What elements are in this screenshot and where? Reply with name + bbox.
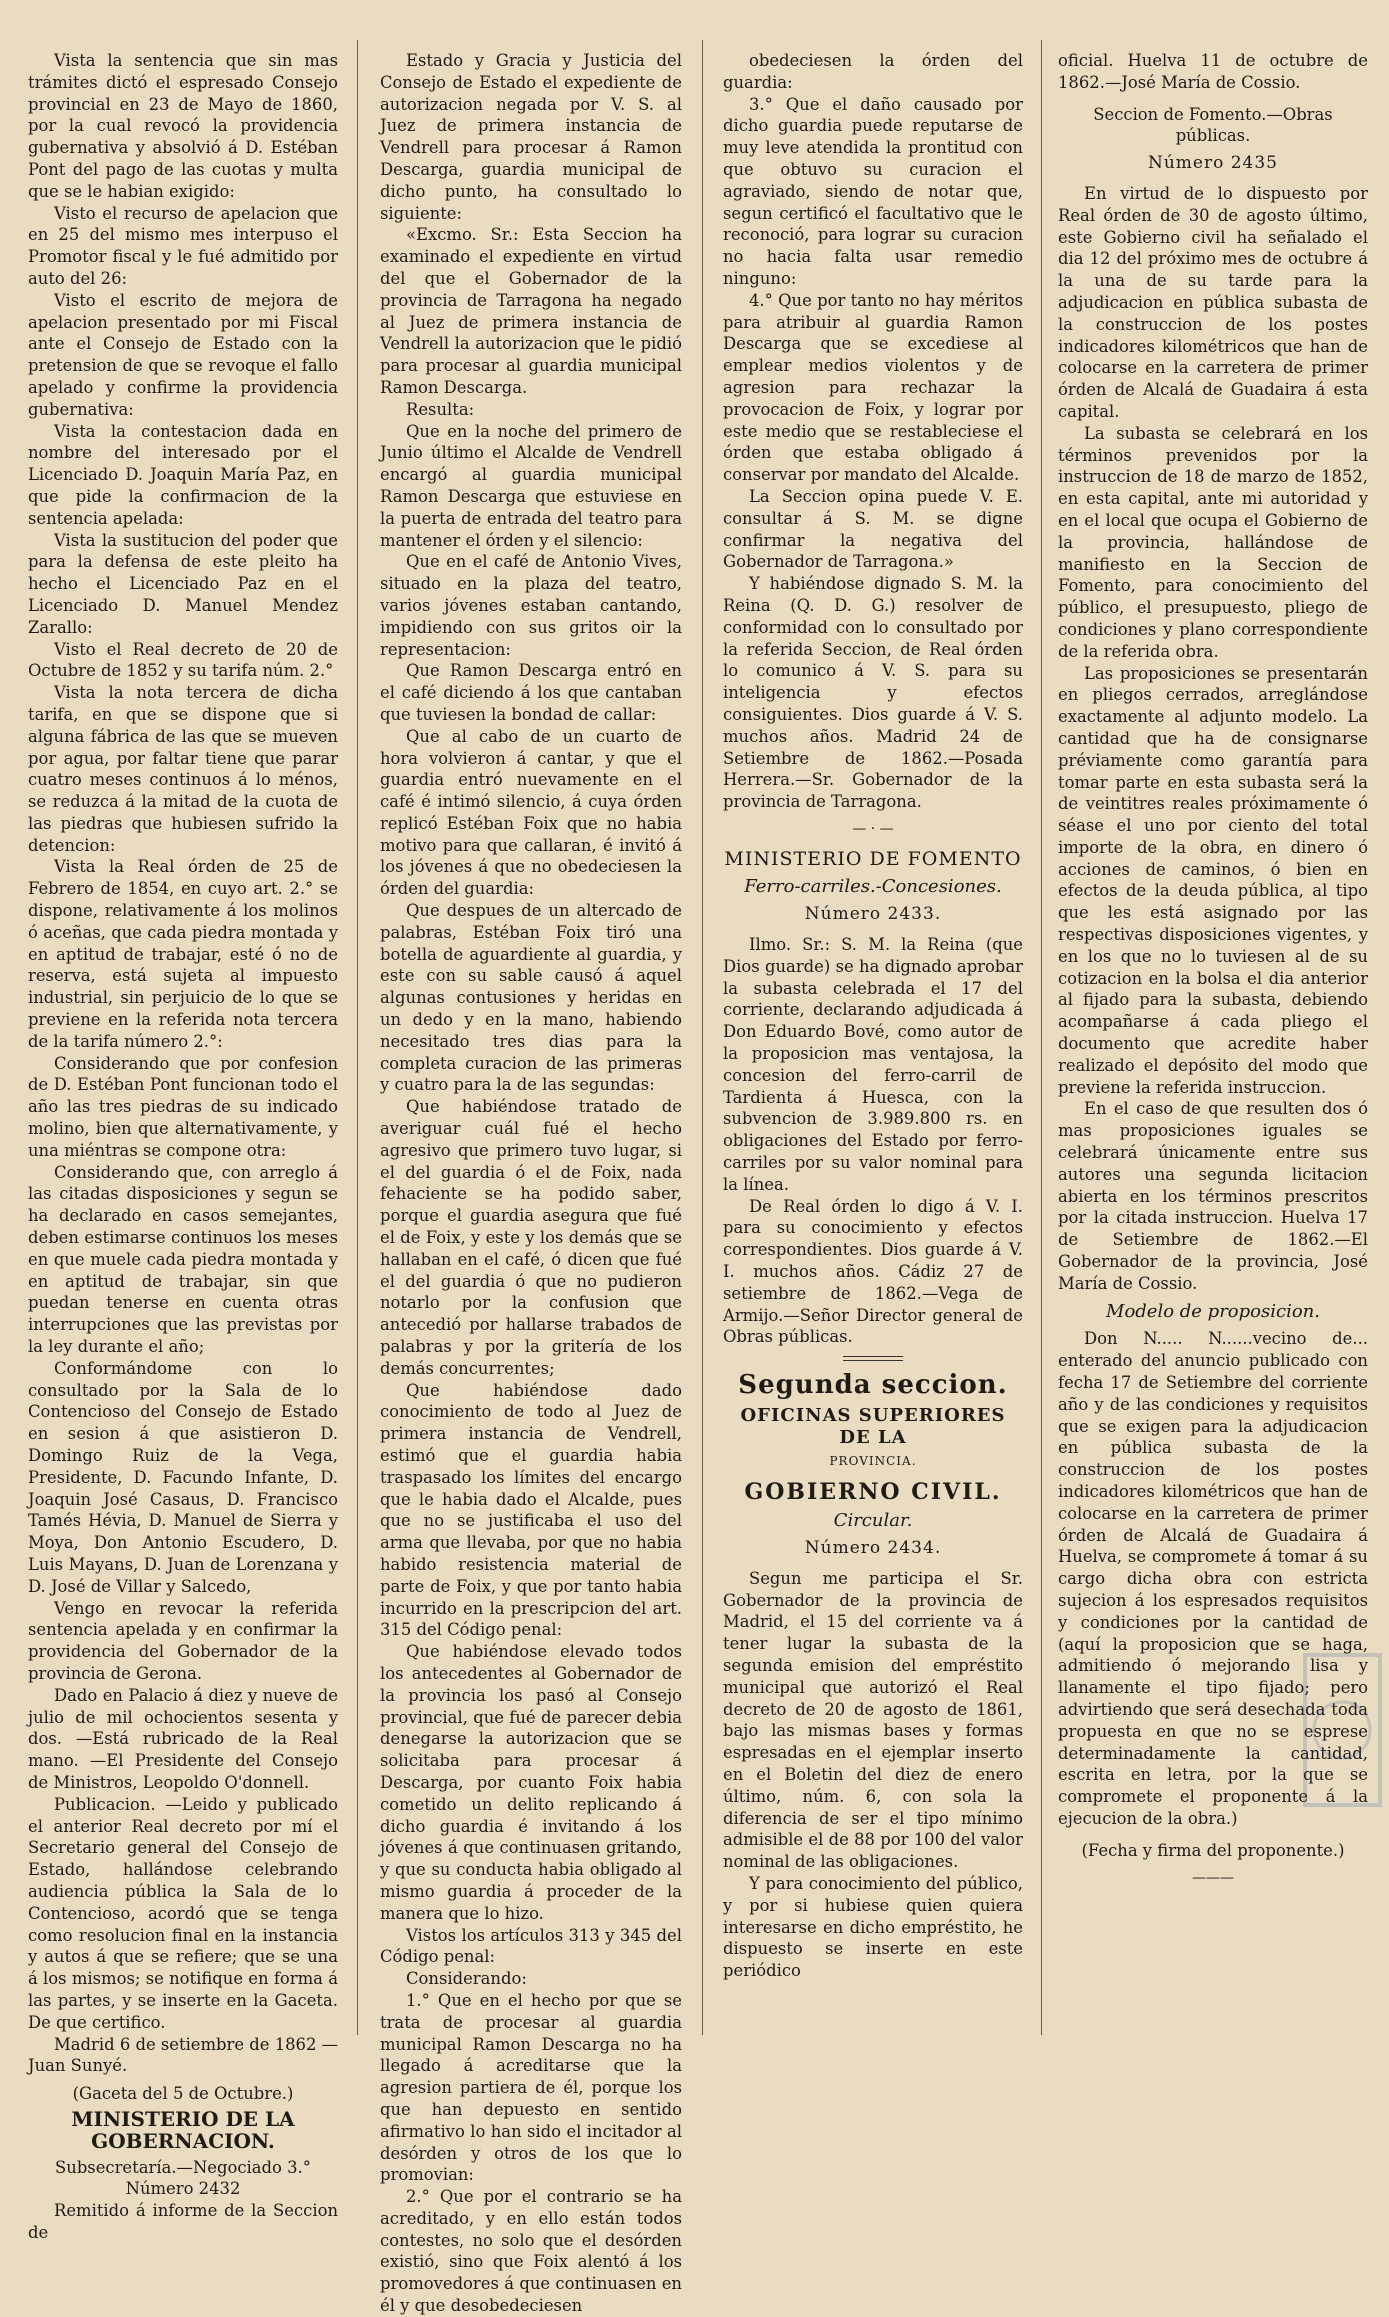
paragraph: Vista la Real órden de 25 de Febrero de 1854, en cuyo art. 2.° se dispone, relativamente á los molinos ó aceñas, que cada piedra montada y en aptitud de trabajar, esté ó no de reserva, está sujeta al impuesto industrial, sin perjuicio de lo que se previene en la referida nota tercera de la tarifa número 2.°: <box>28 857 338 1051</box>
ferro-carriles-heading: Ferro-carriles.-Concesiones. <box>744 876 1002 898</box>
paragraph: Visto el escrito de mejora de apelacion presentado por mi Fiscal ante el Consejo de Estado con la pretension de que se revoque el fallo apelado y confirme la providencia gubernativa: <box>28 290 338 419</box>
paragraph: En virtud de lo dispuesto por Real órden de 30 de agosto último, este Gobierno civil ha señalado el dia 12 del próximo mes de octubre á la una de su tarde para la adjudicacion en pública subasta de la construccion de los postes indicadores kilométricos que han de colocarse en la carretera de primer órden de Alcalá de Guadaira á esta capital. <box>1058 183 1368 421</box>
gaceta-note: (Gaceta del 5 de Octubre.) <box>72 2084 294 2104</box>
column-2-paragraphs <box>380 50 682 2317</box>
paragraph: Madrid 6 de setiembre de 1862 — Juan Sunyé. <box>28 2034 339 2076</box>
paragraph: Segun me participa el Sr. Gobernador de la provincia de Madrid, el 15 del corriente va á tener lugar la subasta de la segunda emision del empréstito municipal que autorizó el Real decreto de 20 de agosto de 1861, bajo las mismas bases y formas espresadas en el ejemplar inserto en el Boletin del diez de enero último, núm. 6, con sola la diferencia de ser el tipo mínimo admisible el de 88 por 100 del valor nominal de las obligaciones. <box>723 1568 1023 1872</box>
circular-paragraphs <box>723 1568 1023 1982</box>
paragraph: Dado en Palacio á diez y nueve de julio de mil ochocientos sesenta y dos. —Está rubricado de la Real mano. —El Presidente del Consejo de Ministros, Leopoldo O'donnell. <box>28 1685 338 1792</box>
column-4 <box>1058 50 1368 1895</box>
subsecretaria: Subsecretaría.—Negociado 3.° <box>55 2157 311 2177</box>
column-rule <box>357 40 358 2035</box>
numero-2433: Número 2433. <box>804 904 942 925</box>
paragraph: Que habiéndose dado conocimiento de todo al Juez de primera instancia de Vendrell, estimó que el guardia habia traspasado los límites del encargo que le habia dado el Alcalde, pues que no se justificaba el uso del arma que llevaba, por que no habia habido resistencia material de parte de Foix, y que por tanto habia incurrido en la prescripcion del art. 315 del Código penal: <box>380 1380 682 1640</box>
paragraph: 3.° Que el daño causado por dicho guardia puede reputarse de muy leve atendida la prontitud con que obtuvo su curacion el agraviado, siendo de notar que, segun certificó el facultativo que le reconoció, para lograr su curacion no hacia falta usar remedio ninguno: <box>723 94 1023 288</box>
numero-2434: Número 2434. <box>804 1538 942 1558</box>
column-2 <box>380 50 682 2317</box>
column-rule <box>1041 40 1042 2035</box>
paragraph: Considerando: <box>406 1969 527 1989</box>
ministry-heading: MINISTERIO DE LA GOBERNACION. <box>71 2106 295 2153</box>
library-stamp-icon <box>1300 1650 1385 1810</box>
paragraph: De Real órden lo digo á V. I. para su conocimiento y efectos correspondientes. Dios guarde á V. I. muchos años. Cádiz 27 de setiembre de 1862.—Vega de Armijo.—Señor Director general de Obras públicas. <box>723 1196 1023 1347</box>
separator: — · — <box>852 820 894 837</box>
paragraph: Considerando que, con arreglo á las citadas disposiciones y segun se ha declarado en casos semejantes, deben estimarse continuos los meses en que muele cada piedra montada y en aptitud de trabajar, sin que puedan tenerse en cuenta otras interrupciones que las previstas por la ley durante el año; <box>28 1162 338 1357</box>
paragraph: Y habiéndose dignado S. M. la Reina (Q. D. G.) resolver de conformidad con lo consultado por la referida Seccion, de Real órden lo comunico á V. S. para su inteligencia y efectos consiguientes. Dios guarde á V. S. muchos años. Madrid 24 de Setiembre de 1862.—Posada Herrera.—Sr. Gobernador de la provincia de Tarragona. <box>723 574 1023 812</box>
column-4-first: oficial. Huelva 11 de octubre de 1862.—José María de Cossio. <box>1058 51 1368 92</box>
column-rule <box>702 40 703 2035</box>
paragraph: 4.° Que por tanto no hay méritos para atribuir al guardia Ramon Descarga que se excediese al emplear medios violentos y de agresion para rechazar la provocacion de Foix, y lograr por este medio que se restableciese el órden que estaba obligado á conservar por mandato del Alcalde. <box>723 290 1023 485</box>
paragraph: En el caso de que resulten dos ó mas proposiciones iguales se celebrará únicamente entre sus autores una segunda licitacion abierta en los términos prescritos por la citada instruccion. Huelva 17 de Setiembre de 1862.—El Gobernador de la provincia, José María de Cossio. <box>1058 1099 1368 1293</box>
paragraph: Vista la nota tercera de dicha tarifa, en que se dispone que si alguna fábrica de las que se mueven por agua, por faltar tiene que parar cuatro meses continuos á lo ménos, se reduzca á la mitad de la cuota de las piedras que hubiesen sufrido la detencion: <box>28 683 338 855</box>
paragraph: Conformándome con lo consultado por la Sala de lo Contencioso del Consejo de Estado en sesion á que asistieron D. Domingo Ruiz de la Vega, Presidente, D. Facundo Infante, D. Joaquin José Casaus, D. Francisco Tamés Hévia, D. Manuel de Sierra y Moya, Don Antonio Escudero, D. Luis Mayans, D. Juan de Lorenzana y D. José de Villar y Salcedo, <box>28 1358 338 1596</box>
modelo-text: Don N..... N......vecino de... enterado del anuncio publicado con fecha 17 de Setiembre del corriente año y de las condiciones y requisitos que se exigen para la adjudicacion en pública subasta de la construccion de los postes indicadores kilométricos que han de colocarse en la carretera de primer órden de Alcalá de Guadaira á Huelva, se compromete á tomar á su cargo dicha obra con estricta sujecion á los espresados requisitos y condiciones por la cantidad de (aquí la proposicion que se haga, admitiendo ó mejorando lisa y llanamente el tipo fijado; pero advirtiendo que será desechada toda propuesta en que no se esprese determinadamente la cantidad, escrita en letra, por la que se compromete el proponente á la ejecucion de la obra.) <box>1058 1329 1368 1828</box>
paragraph: Publicacion. —Leido y publicado el anterior Real decreto por mí el Secretario general del Consejo de Estado, hallándose celebrando audiencia pública la Sala de lo Contencioso, acordó que se tenga como resolucion final en la instancia y autos á que se refiere; que se una á los mismos; se notifique en forma á las partes, y se inserte en la Gaceta. De que certifico. <box>28 1794 338 2032</box>
paragraph: Considerando que por confesion de D. Estéban Pont funcionan todo el año las tres piedras de su indicado molino, bien que alternativamente, y una miéntras se compone otra: <box>28 1053 338 1160</box>
paragraph: obedeciesen la órden del guardia: <box>723 51 1023 92</box>
gobierno-civil-heading: GOBIERNO CIVIL. <box>744 1479 1002 1506</box>
paragraph: La subasta se celebrará en los términos prevenidos por la instruccion de 18 de marzo de 1852, en esta capital, ante mi autoridad y en el local que ocupa el Gobierno de la provincia, hallándose de manifiesto en la Seccion de Fomento, para conocimiento del público, el presupuesto, pliego de condiciones y plano correspondiente de la referida obra. <box>1058 423 1368 661</box>
paragraph: Vista la sustitucion del poder que para la defensa de este pleito ha hecho el Licenciado Paz en el Licenciado D. Manuel Mendez Zarallo: <box>28 530 338 637</box>
paragraph: 2.° Que por el contrario se ha acreditado, y en ello están todos contestes, no solo que el desórden existió, sino que Foix alentó á los promovedores á que continuasen en él y que desobedeciesen <box>380 2187 682 2316</box>
circular-heading: Circular. <box>833 1510 913 1532</box>
paragraph: Ilmo. Sr.: S. M. la Reina (que Dios guarde) se ha dignado aprobar la subasta celebrada el 17 del corriente, declarando adjudicada á Don Eduardo Bové, como autor de la proposicion mas ventajosa, la concesion del ferro-carril de Tardienta á Huesca, con la subvencion de 3.989.800 rs. en obligaciones del Estado por ferro-carriles por su valor nominal para la línea. <box>723 935 1023 1194</box>
paragraph: Que habiéndose elevado todos los antecedentes al Gobernador de la provincia los pasó al Consejo provincial, que fué de parecer debia denegarse la autorizacion que se solicitaba para procesar á Descarga, por cuanto Foix habia cometido un delito replicando á dicho guardia é invitando á los jóvenes á que continuasen gritando, y que su conducta habia obligado al mismo guardia á proceder de la manera que lo hizo. <box>380 1642 682 1923</box>
paragraph: «Excmo. Sr.: Esta Seccion ha examinado el expediente en virtud del que el Gobernador de la provincia de Tarragona ha negado al Juez de primera instancia de Vendrell la autorizacion que le pidió para procesar al guardia municipal Ramon Descarga. <box>380 225 682 397</box>
paragraph: Vista la contestacion dada en nombre del interesado por el Licenciado D. Joaquin María Paz, en que pide la confirmacion de la sentencia apelada: <box>28 421 338 528</box>
paragraph: Vista la sentencia que sin mas trámites dictó el espresado Consejo provincial en 23 de Mayo de 1860, por la cual revocó la providencia gubernativa y absolvió á D. Estéban Pont del pago de las cuotas y multa que se le habian exigido: <box>28 51 338 201</box>
fomento-paragraphs <box>723 934 1023 1348</box>
seccion-fomento-heading: Seccion de Fomento.—Obras públicas. <box>1093 104 1333 146</box>
modelo-heading: Modelo de proposicion. <box>1106 1300 1320 1322</box>
separator-bar <box>843 1356 903 1361</box>
numero-2432: Número 2432 <box>125 2179 241 2199</box>
paragraph: Resulta: <box>406 399 475 419</box>
paragraph: Que Ramon Descarga entró en el café diciendo á los que cantaban que tuviesen la bondad de callar: <box>380 661 682 724</box>
paragraph: Que en la noche del primero de Junio último el Alcalde de Vendrell encargó al guardia municipal Ramon Descarga que estuviese en la puerta de entrada del teatro para mantener el órden y el silencio: <box>380 421 682 550</box>
paragraph: Y para conocimiento del público, y por si hubiese quien quiera interesarse en dicho empréstito, he dispuesto se inserte en este periódico <box>723 1873 1023 1981</box>
paragraph: Que despues de un altercado de palabras, Estéban Foix tiró una botella de aguardiente al guardia, y este con su sable causó á aquel algunas contusiones y heridas en un dedo y en la mano, habiendo necesitado tres dias para la completa curacion de las primeras y cuatro para la de las segundas: <box>380 901 682 1095</box>
paragraph: Que en el café de Antonio Vives, situado en la plaza del teatro, varios jóvenes estaban cantando, impidiendo con sus gritos oir la representacion: <box>380 552 682 659</box>
paragraph: 1.° Que en el hecho por que se trata de procesar al guardia municipal Ramon Descarga no ha llegado á acreditarse que la agresion partiera de él, porque los que han depuesto en sentido afirmativo lo han sido el incitador al desórden y otros de los que lo promovian: <box>380 1990 682 2185</box>
firma-line: (Fecha y firma del proponente.) <box>1081 1840 1345 1860</box>
paragraph: Visto el recurso de apelacion que en 25 del mismo mes interpuso el Promotor fiscal y le fué admitido por auto del 26: <box>28 203 338 288</box>
column-1-last-line: Remitido á informe de la Seccion de <box>28 2201 338 2242</box>
paragraph: Vistos los artículos 313 y 345 del Código penal: <box>380 1925 682 1967</box>
paragraph: Visto el Real decreto de 20 de Octubre de 1852 y su tarifa núm. 2.° <box>28 639 338 681</box>
ministry-fomento-heading: MINISTERIO DE FOMENTO <box>724 847 1022 870</box>
separator: ——— <box>1192 1869 1234 1886</box>
paragraph: La Seccion opina puede V. E. consultar á S. M. se digne confirmar la negativa del Gobernador de Tarragona.» <box>723 486 1023 572</box>
provincia-heading: PROVINCIA. <box>829 1453 917 1468</box>
numero-2435: Número 2435 <box>1147 153 1279 174</box>
paragraph: Vengo en revocar la referida sentencia apelada y en confirmar la providencia del Gobernador de la provincia de Gerona. <box>28 1598 338 1683</box>
column-1 <box>28 50 338 2244</box>
column-3 <box>723 50 1023 1982</box>
oficinas-heading: OFICINAS SUPERIORES DE LA <box>740 1405 1006 1448</box>
column-4-paragraphs <box>1058 183 1368 1295</box>
paragraph: Las proposiciones se presentarán en pliegos cerrados, arreglándose exactamente al adjunto modelo. La cantidad que ha de consignarse préviamente como garantía para tomar parte en esta subasta será la de veintitres reales próximamente ó séase el uno por ciento del total importe de la obra, en dinero ó acciones de caminos, ó bien en efectos de la deuda pública, al tipo que les está asignado por las respectivas disposiciones vigentes, y en los que no lo tuviesen al de su cotizacion en la bolsa el dia anterior al fijado para la subasta, debiendo acompañarse á cada pliego el documento que acredite haber realizado el depósito del modo que previene la referida instruccion. <box>1058 663 1368 1097</box>
column-1-paragraphs <box>28 50 338 2077</box>
paragraph: Que al cabo de un cuarto de hora volvieron á cantar, y que el guardia entró nuevamente en el café é intimó silencio, á cuya órden replicó Estéban Foix que no habia motivo para que callaran, é invitó á los jóvenes á que no obedeciesen la órden del guardia: <box>380 726 682 899</box>
segunda-seccion-title: Segunda seccion. <box>738 1370 1008 1401</box>
paragraph: Que habiéndose tratado de averiguar cuál fué el hecho agresivo que primero tuvo lugar, si el del guardia ó el de Foix, nada fehaciente se ha podido saber, porque el guardia asegura que fué el de Foix, y este y los demás que se hallaban en el café, ó dicen que fué el del guardia ó que no pudieron notarlo por la confusion que antecedió por hallarse trabados de palabras y por la gritería de los demás concurrentes; <box>380 1097 682 1378</box>
paragraph: Estado y Gracia y Justicia del Consejo de Estado el expediente de autorizacion negada por V. S. al Juez de primera instancia de Vendrell para procesar á Ramon Descarga, guardia municipal de dicho punto, ha consultado lo siguiente: <box>380 51 682 223</box>
column-3-paragraphs <box>723 50 1023 813</box>
